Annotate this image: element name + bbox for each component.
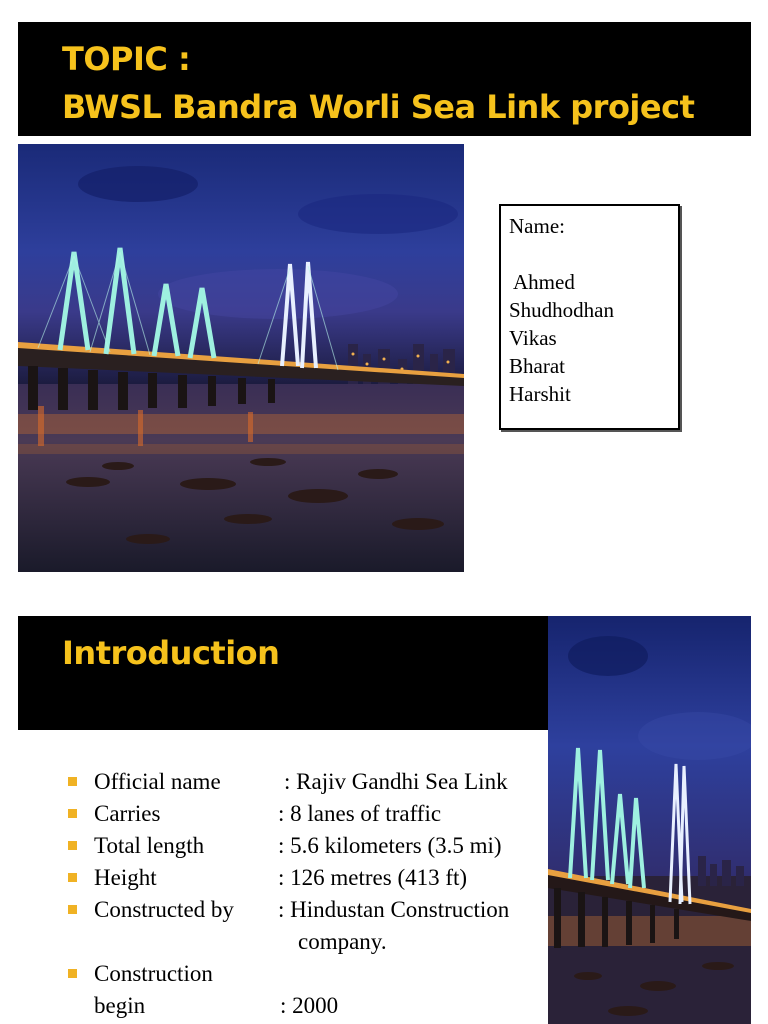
fact-value-continuation: company. [298, 929, 387, 954]
sea-link-side-photo [548, 616, 751, 1024]
fact-value: : Rajiv Gandhi Sea Link [284, 769, 508, 794]
fact-value: : 5.6 kilometers (3.5 mi) [278, 833, 502, 858]
sea-link-night-photo [18, 144, 464, 572]
team-member-name: Bharat [509, 354, 565, 378]
team-member-name: Shudhodhan [509, 298, 614, 322]
fact-label: Carries [94, 801, 161, 826]
topic-label: TOPIC : [62, 40, 191, 78]
fact-value: : 126 metres (413 ft) [278, 865, 468, 890]
fact-value: : 8 lanes of traffic [278, 801, 442, 826]
bullet-icon [68, 905, 77, 914]
fact-value: : Hindustan Construction [278, 897, 510, 922]
introduction-title: Introduction [62, 634, 280, 672]
team-member-name: Harshit [509, 382, 571, 406]
fact-label: Total length [94, 833, 205, 858]
team-member-name: Vikas [509, 326, 557, 350]
title-banner [18, 22, 751, 136]
fact-label: Construction [94, 961, 213, 986]
fact-label: Constructed by [94, 897, 234, 922]
team-names-box [499, 204, 680, 430]
bullet-icon [68, 873, 77, 882]
bullet-icon [68, 777, 77, 786]
fact-label: Official name [94, 769, 221, 794]
fact-value: : 2000 [280, 993, 339, 1018]
bullet-icon [68, 969, 77, 978]
names-heading: Name: [509, 214, 565, 238]
team-member-name: Ahmed [513, 270, 575, 294]
fact-label-continuation: begin [94, 993, 146, 1018]
bullet-icon [68, 809, 77, 818]
slide-title: BWSL Bandra Worli Sea Link project [62, 88, 695, 126]
bullet-icon [68, 841, 77, 850]
fact-label: Height [94, 865, 157, 890]
introduction-banner [18, 616, 550, 730]
